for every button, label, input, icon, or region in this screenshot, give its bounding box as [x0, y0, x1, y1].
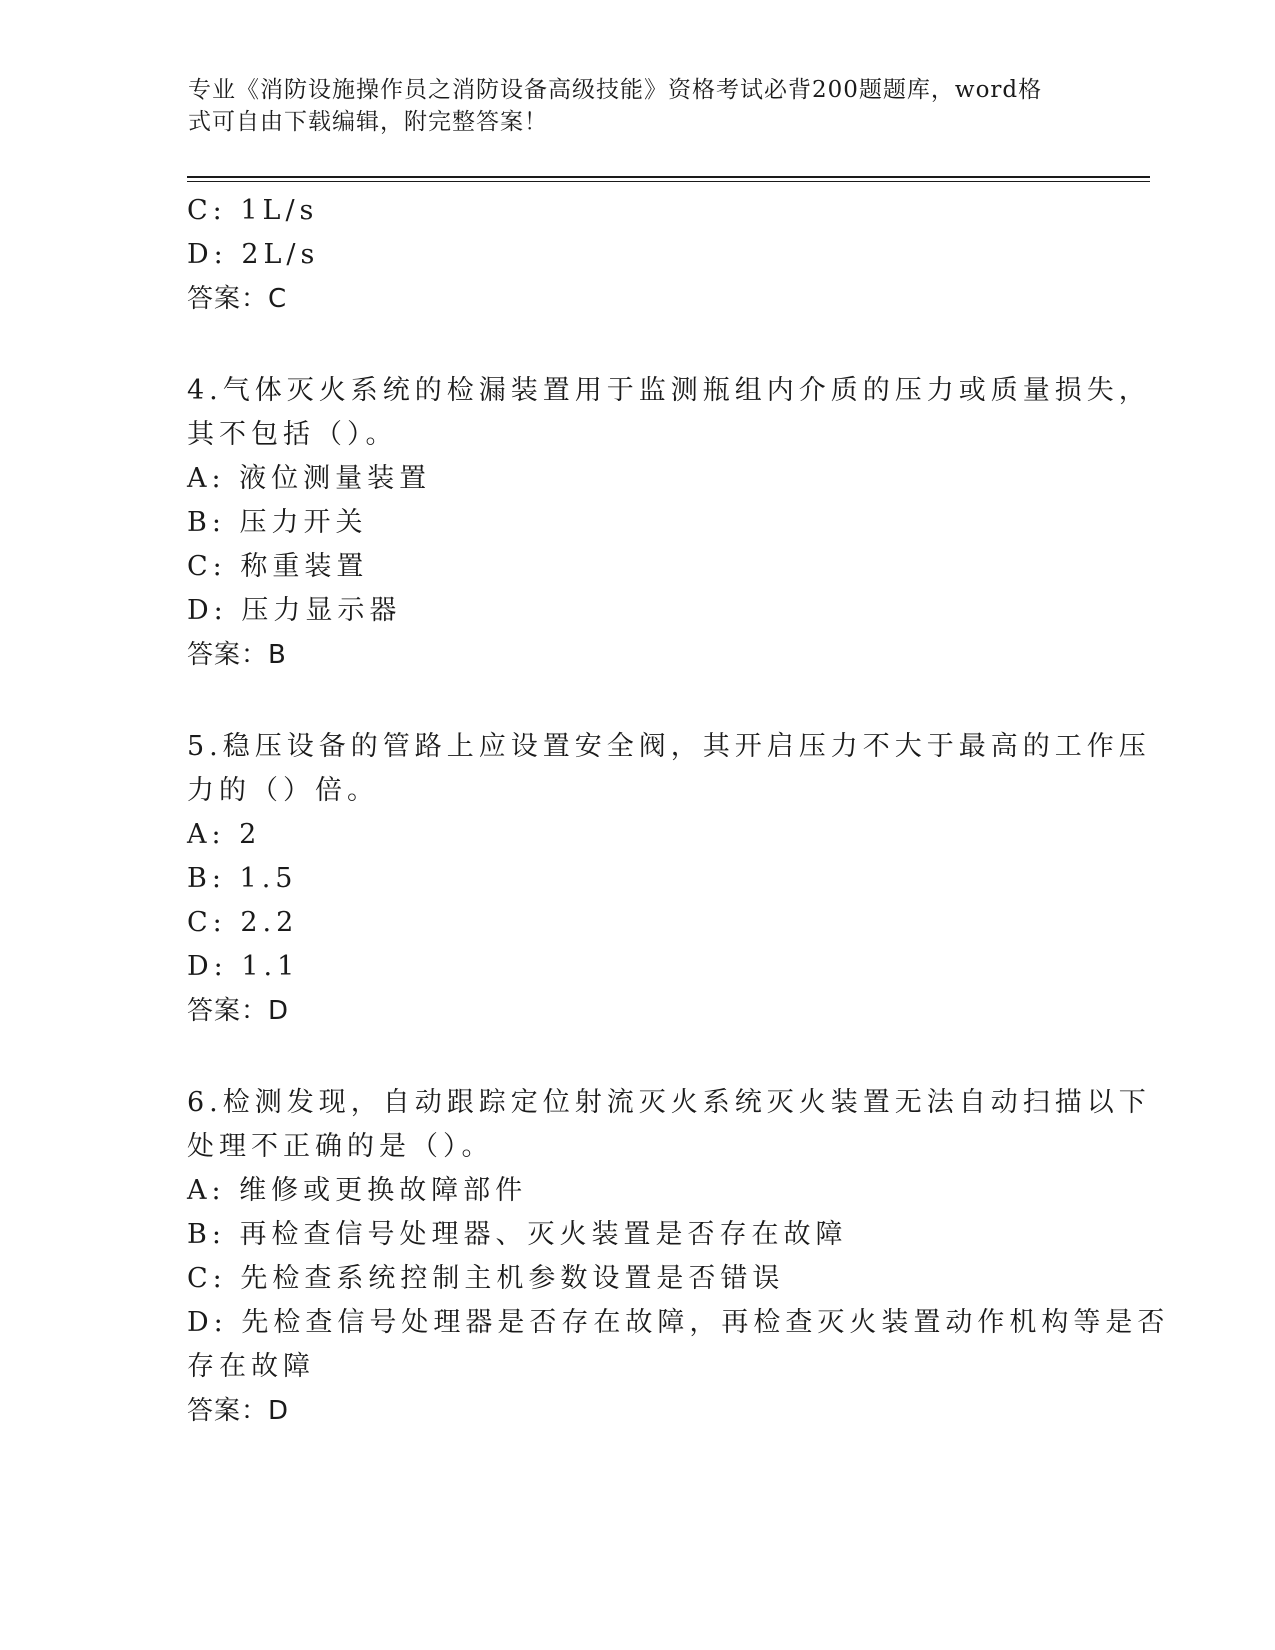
header-divider-thick	[187, 176, 1150, 178]
header-divider-thin	[187, 181, 1150, 182]
q5-option-b: B: 1.5	[187, 863, 298, 894]
q6-option-d-line-2: 存在故障	[187, 1351, 315, 1382]
q6-answer: 答案：D	[187, 1396, 290, 1426]
header-line-1: 专业《消防设施操作员之消防设备高级技能》资格考试必背200题题库，word格	[188, 77, 1043, 103]
q4-stem-line-1: 4.气体灭火系统的检漏装置用于监测瓶组内介质的压力或质量损失，	[187, 375, 1151, 406]
q4-option-a: A: 液位测量装置	[187, 463, 432, 494]
q3-option-c: C: 1L/s	[187, 195, 319, 226]
q6-option-d-line-1: D: 先检查信号处理器是否存在故障，再检查灭火装置动作机构等是否	[187, 1307, 1170, 1338]
q5-answer: 答案：D	[187, 996, 290, 1026]
q6-stem-line-1: 6.检测发现，自动跟踪定位射流灭火系统灭火装置无法自动扫描以下	[187, 1087, 1151, 1118]
q5-option-d: D: 1.1	[187, 951, 300, 982]
q5-option-a: A: 2	[187, 819, 262, 850]
q3-answer: 答案：C	[187, 284, 288, 314]
q4-option-c: C: 称重装置	[187, 551, 369, 582]
q6-option-a: A: 维修或更换故障部件	[187, 1175, 528, 1206]
q5-option-c: C: 2.2	[187, 907, 299, 938]
q3-option-d: D: 2L/s	[187, 239, 320, 270]
q4-answer: 答案：B	[187, 640, 287, 670]
q6-option-b: B: 再检查信号处理器、灭火装置是否存在故障	[187, 1219, 848, 1250]
q4-option-b: B: 压力开关	[187, 507, 368, 538]
q4-option-d: D: 压力显示器	[187, 595, 402, 626]
q5-stem-line-1: 5.稳压设备的管路上应设置安全阀，其开启压力不大于最高的工作压	[187, 731, 1151, 762]
q6-option-c: C: 先检查系统控制主机参数设置是否错误	[187, 1263, 785, 1294]
page-header	[188, 74, 1068, 138]
header-line-2: 式可自由下载编辑，附完整答案！	[188, 109, 548, 135]
q6-stem-line-2: 处理不正确的是（）。	[187, 1131, 494, 1162]
q4-stem-line-2: 其不包括（）。	[187, 419, 398, 450]
q5-stem-line-2: 力的（）倍。	[187, 775, 379, 806]
